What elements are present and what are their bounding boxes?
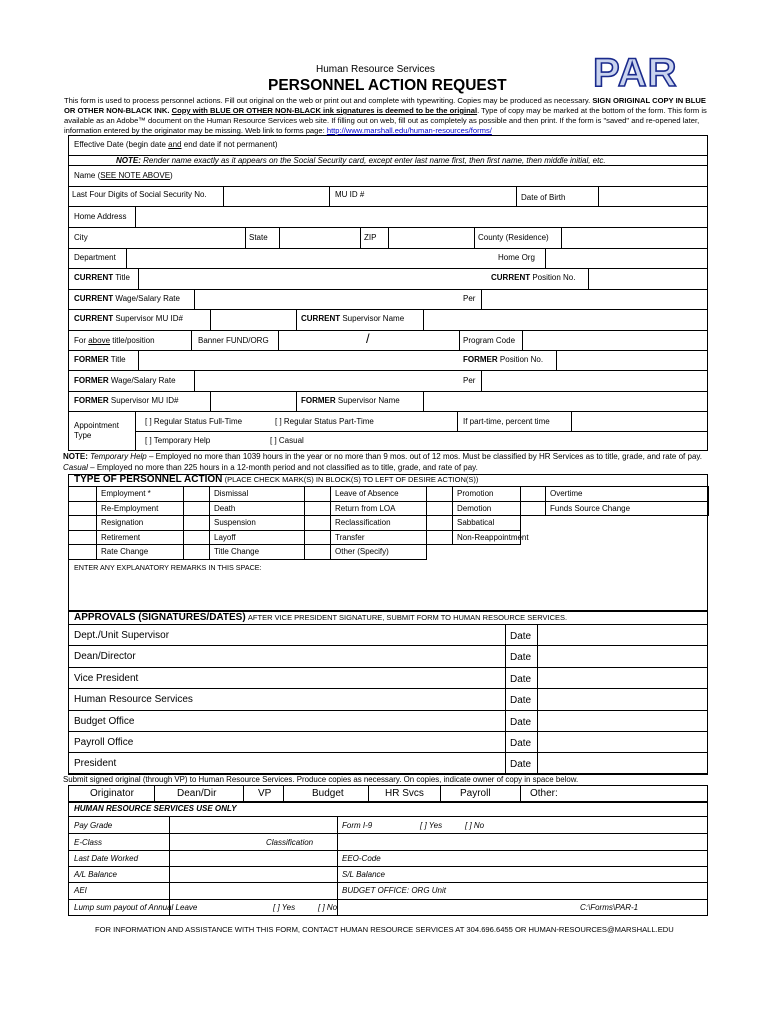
action-option: [209, 544, 305, 560]
approval-date-label: Date: [510, 631, 532, 642]
former-supervisor-id-field[interactable]: FORMER Supervisor MU ID#: [74, 396, 179, 405]
action-checkbox[interactable]: [68, 515, 97, 531]
action-checkbox[interactable]: [183, 501, 210, 517]
action-option: [545, 501, 709, 517]
action-checkbox[interactable]: [304, 486, 331, 502]
copy-owner-option[interactable]: Budget: [312, 788, 344, 799]
action-checkbox[interactable]: [68, 544, 97, 560]
approval-label: Dept./Unit Supervisor: [74, 630, 170, 641]
action-checkbox[interactable]: [426, 501, 453, 517]
action-option: [545, 486, 709, 502]
current-position-no-field[interactable]: CURRENT Position No.: [491, 273, 576, 282]
action-option: [452, 530, 529, 546]
appointment-note: NOTE: Temporary Help – Employed no more than 1039 hours in the year or no more than 9 mos. out of 12 mos. Must be classified by HR Services as to title, grade, and rate of pay. Casual – Employed no more than 225 hours in a 12-month period and not classified as to title, grade, and rate of pay.: [63, 452, 703, 472]
former-supervisor-name-field[interactable]: FORMER Supervisor Name: [301, 396, 400, 405]
action-option: [209, 515, 305, 531]
action-option: [209, 501, 305, 517]
copy-owner-option[interactable]: VP: [258, 788, 272, 799]
classification-field[interactable]: Classification: [266, 838, 314, 847]
pay-grade-field[interactable]: Pay Grade: [74, 821, 113, 830]
form-i9-field[interactable]: Form I-9: [342, 821, 373, 830]
action-option-label: Transfer: [335, 532, 365, 542]
action-option-label: Title Change: [214, 547, 260, 557]
budget-office-org-unit-field[interactable]: BUDGET OFFICE: ORG Unit: [342, 886, 447, 895]
action-checkbox[interactable]: [183, 515, 210, 531]
former-title-field[interactable]: FORMER Title: [74, 355, 126, 364]
action-option: [209, 530, 305, 546]
county-field[interactable]: County (Residence): [478, 233, 549, 242]
action-option: [330, 515, 427, 531]
action-option: [209, 486, 305, 502]
action-option: [330, 501, 427, 517]
action-option-label: Demotion: [457, 503, 492, 513]
percent-time-field[interactable]: If part-time, percent time: [463, 417, 550, 426]
approval-date-label: Date: [510, 673, 532, 685]
action-option: [452, 486, 521, 502]
lump-sum-field[interactable]: Lump sum payout of Annual Leave: [74, 903, 198, 912]
action-option-label: Other (Specify): [335, 547, 389, 557]
copy-owner-option[interactable]: HR Svcs: [385, 788, 424, 799]
approval-row[interactable]: [68, 710, 708, 732]
lump-sum-yes-checkbox[interactable]: [ ] Yes: [273, 903, 296, 912]
al-balance-field[interactable]: A/L Balance: [74, 870, 117, 879]
action-option-label: Employment *: [101, 489, 151, 498]
form-id: C:\Forms\PAR-1: [580, 903, 639, 912]
former-position-no-field[interactable]: FORMER Position No.: [463, 355, 544, 364]
approvals-heading: APPROVALS (SIGNATURES/DATES) AFTER VICE PRESIDENT SIGNATURE, SUBMIT FORM TO HUMAN RESOURCE SERVICES.: [74, 612, 568, 623]
action-option-label: Leave of Absence: [335, 489, 399, 498]
action-checkbox[interactable]: [183, 530, 210, 546]
action-option-label: Resignation: [101, 518, 144, 528]
approval-row[interactable]: [68, 731, 708, 753]
org-name: Human Resource Services: [316, 64, 435, 75]
action-option: [330, 530, 427, 546]
action-option: [330, 486, 427, 502]
current-per-field[interactable]: Per: [463, 294, 476, 303]
for-above-label: For above title/position: [74, 336, 155, 345]
i9-yes-checkbox[interactable]: [ ] Yes: [420, 821, 443, 830]
action-checkbox[interactable]: [68, 486, 97, 502]
hr-use-heading: HUMAN RESOURCE SERVICES USE ONLY: [74, 804, 237, 813]
action-heading: TYPE OF PERSONNEL ACTION (PLACE CHECK MARK(S) IN BLOCK(S) TO LEFT OF DESIRE ACTION(S)): [74, 474, 479, 485]
appointment-type-label: Appointment Type: [74, 421, 119, 440]
action-option-label: Re-Employment: [101, 503, 159, 513]
action-option-label: Overtime: [550, 489, 583, 498]
action-checkbox[interactable]: [304, 501, 331, 517]
former-wage-field[interactable]: FORMER Wage/Salary Rate: [74, 376, 176, 385]
intro-text: This form is used to process personnel actions. Fill out original on the web or print out and complete with typewriting. Copies may be produced as necessary. SIGN ORIGINAL COPY IN BLUE OR OTHER NON-BLACK INK. Copy with BLUE OR OTHER NON-BLACK ink signatures is deemed to be the original. Type of copy may be marked at the bottom of the form. This form is available as an Adobe™ document on the Human Resource Services web site. If filling out on web, fill out as completely as possible and then print. If the form is "saved" and re-opened later, information entered by the originator may be missing. Web link to forms page: http://www.marshall.edu/human-resources/forms/: [64, 96, 707, 135]
copy-owner-option[interactable]: Payroll: [460, 788, 491, 799]
regular-part-time-checkbox[interactable]: [ ] Regular Status Part-Time: [275, 417, 374, 426]
action-checkbox[interactable]: [68, 530, 97, 546]
par-logo-text: PAR: [593, 51, 678, 92]
action-option: [330, 544, 427, 560]
approval-date-label: Date: [510, 716, 532, 728]
action-option: [96, 530, 184, 546]
forms-link[interactable]: http://www.marshall.edu/human-resources/forms/: [326, 126, 492, 135]
action-option-label: Suspension: [214, 518, 256, 528]
approval-row[interactable]: [68, 624, 708, 646]
aei-field[interactable]: AEI: [74, 886, 87, 895]
approval-label: Budget Office: [74, 715, 135, 727]
temporary-help-checkbox[interactable]: [ ] Temporary Help: [145, 436, 211, 445]
action-checkbox[interactable]: [520, 501, 546, 517]
name-note: NOTE: Render name exactly as it appears on the Social Security card, except enter last name first, then first name, then middle initial, etc.: [116, 156, 606, 165]
action-option-label: Reclassification: [335, 518, 391, 528]
action-option-label: Dismissal: [214, 489, 249, 498]
eclass-field[interactable]: E-Class: [74, 838, 103, 847]
eeo-code-field[interactable]: EEO-Code: [342, 854, 381, 863]
approval-date-label: Date: [510, 738, 532, 749]
banner-fund-org-field[interactable]: Banner FUND/ORG: [198, 336, 269, 345]
action-option-label: Death: [214, 503, 236, 513]
form-title: PERSONNEL ACTION REQUEST: [268, 77, 507, 94]
current-supervisor-name-field[interactable]: CURRENT Supervisor Name: [301, 314, 405, 323]
action-checkbox[interactable]: [304, 544, 331, 560]
action-option-label: Non-Reappointment: [457, 532, 529, 542]
action-option: [452, 501, 521, 517]
action-option: [96, 515, 184, 531]
current-supervisor-id-field[interactable]: CURRENT Supervisor MU ID#: [74, 314, 183, 323]
action-checkbox[interactable]: [304, 515, 331, 531]
approval-row[interactable]: [68, 667, 708, 689]
approval-row[interactable]: [68, 752, 708, 774]
approval-label: President: [74, 758, 117, 770]
approval-date-label: Date: [510, 695, 532, 707]
approval-label: Payroll Office: [74, 737, 134, 748]
home-org-field[interactable]: Home Org: [498, 253, 535, 262]
last-date-worked-field[interactable]: Last Date Worked: [74, 854, 139, 863]
effective-date-label[interactable]: Effective Date (begin date and end date if not permanent): [74, 140, 278, 149]
copy-owner-option[interactable]: Originator: [90, 788, 134, 799]
program-code-field[interactable]: Program Code: [463, 336, 516, 345]
action-option-label: Rate Change: [101, 547, 149, 557]
action-checkbox[interactable]: [68, 501, 97, 517]
action-option-label: Sabbatical: [457, 518, 495, 528]
approval-row[interactable]: [68, 688, 708, 710]
action-option-label: Retirement: [101, 532, 141, 542]
action-option: [96, 501, 184, 517]
regular-full-time-checkbox[interactable]: [ ] Regular Status Full-Time: [145, 417, 243, 426]
lump-sum-no-checkbox[interactable]: [ ] No: [318, 903, 338, 912]
action-checkbox[interactable]: [426, 530, 453, 546]
zip-field[interactable]: ZIP: [364, 233, 377, 242]
submit-instructions: Submit signed original (through VP) to Human Resource Services. Produce copies as necessary. On copies, indicate owner of copy in space below.: [63, 775, 579, 784]
approval-label: Human Resource Services: [74, 694, 193, 706]
par-logo: [590, 50, 698, 92]
mu-id-field[interactable]: MU ID #: [335, 190, 365, 199]
action-option-label: Promotion: [457, 489, 494, 498]
footer-contact: FOR INFORMATION AND ASSISTANCE WITH THIS FORM, CONTACT HUMAN RESOURCE SERVICES AT 304.696.6455 OR HUMAN-RESOURCES@MARSHALL.EDU: [95, 925, 674, 934]
approval-label: Vice President: [74, 672, 139, 684]
casual-checkbox[interactable]: [ ] Casual: [270, 436, 304, 445]
dob-field[interactable]: Date of Birth: [521, 193, 566, 202]
action-option-label: Layoff: [214, 532, 236, 542]
current-wage-field[interactable]: CURRENT Wage/Salary Rate: [74, 294, 180, 303]
approval-label: Dean/Director: [74, 651, 136, 663]
action-checkbox[interactable]: [426, 515, 453, 531]
approval-row[interactable]: [68, 645, 708, 667]
action-checkbox[interactable]: [304, 530, 331, 546]
fund-org-slash: /: [366, 331, 370, 346]
approval-date-label: Date: [510, 652, 532, 664]
action-checkbox[interactable]: [426, 486, 453, 502]
current-title-field[interactable]: CURRENT Title: [74, 273, 131, 282]
ssn-field[interactable]: Last Four Digits of Social Security No.: [72, 190, 207, 199]
former-per-field[interactable]: Per: [463, 376, 476, 385]
copy-owner-option[interactable]: Dean/Dir: [177, 788, 217, 799]
city-field[interactable]: City: [74, 233, 88, 242]
copy-owner-option[interactable]: Other:: [530, 788, 558, 799]
action-option-label: Return from LOA: [335, 503, 396, 513]
i9-no-checkbox[interactable]: [ ] No: [465, 821, 485, 830]
action-option: [96, 486, 184, 502]
state-field[interactable]: State: [249, 233, 268, 242]
action-option: [452, 515, 521, 531]
name-field[interactable]: Name (SEE NOTE ABOVE): [74, 171, 173, 180]
home-address-field[interactable]: Home Address: [74, 212, 127, 221]
department-field[interactable]: Department: [74, 253, 116, 262]
action-option: [96, 544, 184, 560]
action-checkbox[interactable]: [520, 486, 546, 502]
sl-balance-field[interactable]: S/L Balance: [342, 870, 385, 879]
approval-date-label: Date: [510, 759, 532, 771]
action-checkbox[interactable]: [183, 486, 210, 502]
action-checkbox[interactable]: [183, 544, 210, 560]
action-option-label: Funds Source Change: [550, 503, 631, 513]
remarks-label: ENTER ANY EXPLANATORY REMARKS IN THIS SPACE:: [74, 563, 262, 572]
